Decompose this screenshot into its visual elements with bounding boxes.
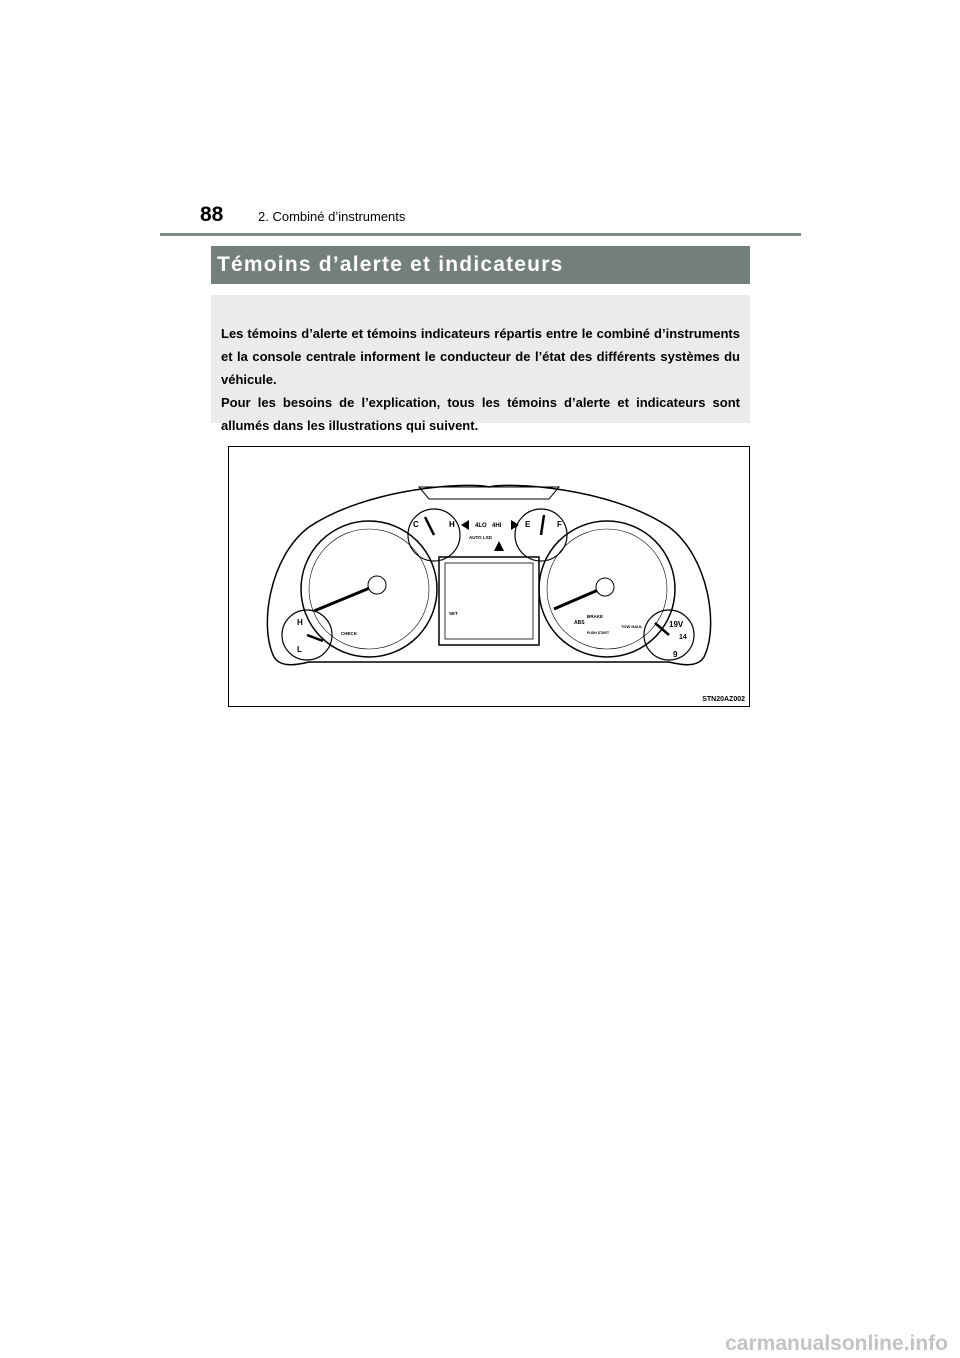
fuel-full-label: F xyxy=(557,520,562,529)
oil-low-label: L xyxy=(297,645,302,654)
page-title: Témoins d’alerte et indicateurs xyxy=(211,246,750,284)
oil-high-label: H xyxy=(297,618,303,627)
volt-mid-label: 14 xyxy=(679,634,687,641)
figure-label: STN20AZ002 xyxy=(702,696,745,703)
intro-box xyxy=(211,295,750,433)
four-hi-indicator: 4HI xyxy=(492,523,502,529)
check-engine-indicator: CHECK xyxy=(341,631,358,636)
fuel-empty-label: E xyxy=(525,520,531,529)
brake-indicator: BRAKE xyxy=(587,614,604,619)
set-indicator: SET xyxy=(449,611,458,616)
four-lo-indicator: 4LO xyxy=(475,523,487,529)
abs-indicator: ABS xyxy=(574,620,585,626)
intro-paragraph-1: Les témoins d’alerte et témoins indicateurs répartis entre le combiné d’instruments et la console centrale informent le conducteur de l’état des différents systèmes du véhicule. xyxy=(221,326,740,387)
volt-high-label: 19V xyxy=(669,620,684,629)
multi-information-display xyxy=(439,557,539,645)
turn-left-indicator xyxy=(461,520,469,530)
instrument-cluster-figure xyxy=(228,446,750,707)
auto-lsd-indicator: AUTO LSD xyxy=(469,535,492,540)
cluster-illustration xyxy=(229,447,749,706)
section-title: 2. Combiné d’instruments xyxy=(258,209,406,224)
page-number: 88 xyxy=(200,203,224,226)
intro-paragraph-2: Pour les besoins de l’explication, tous les témoins d’alerte et indicateurs sont allumés dans les illustrations qui suivent. xyxy=(221,395,740,433)
volt-low-label: 9 xyxy=(673,650,678,659)
tachometer-needle xyxy=(314,585,377,611)
temp-cold-label: C xyxy=(413,520,419,529)
header-rule xyxy=(160,233,801,236)
temp-hot-label: H xyxy=(449,520,455,529)
warning-triangle-icon xyxy=(494,541,504,551)
watermark: carmanualsonline.info xyxy=(725,1332,948,1355)
turn-right-indicator xyxy=(511,520,519,530)
cluster-top-visor xyxy=(419,487,559,499)
tow-haul-indicator: TOW HAUL xyxy=(621,624,643,629)
push-start-indicator: PUSH START xyxy=(587,631,610,635)
